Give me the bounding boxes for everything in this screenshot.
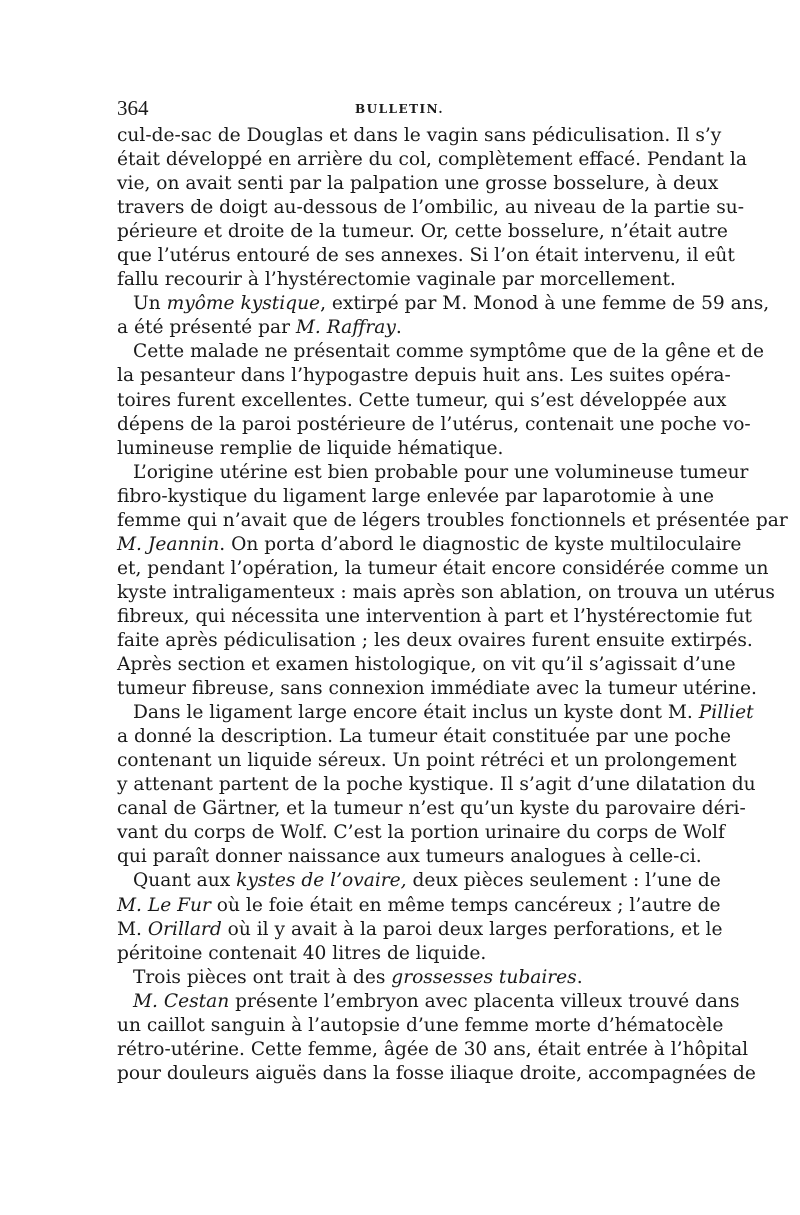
text-line xyxy=(117,605,753,629)
text-line xyxy=(117,461,749,485)
text-segment: où le foie était en même temps cancéreux ; l’autre de xyxy=(210,894,721,916)
text-segment: . On porta d’abord le diagnostic de kyste multiloculaire xyxy=(219,533,742,555)
text-segment: péritoine contenait 40 litres de liquide. xyxy=(117,942,487,964)
text-line xyxy=(117,124,722,148)
text-segment: fibreux, qui nécessita une intervention à part et l’hystérectomie fut xyxy=(117,605,753,627)
page-number: 364 xyxy=(117,96,149,120)
text-segment: Trois pièces ont trait à des xyxy=(133,966,392,988)
body-text xyxy=(117,124,788,1086)
text-segment: qui paraît donner naissance aux tumeurs analogues à celle-ci. xyxy=(117,846,702,868)
text-segment: que l’utérus entouré de ses annexes. Si l’on était intervenu, il eût xyxy=(117,245,735,267)
text-segment: tumeur fibreuse, sans connexion immédiate avec la tumeur utérine. xyxy=(117,678,757,700)
text-line xyxy=(117,389,727,413)
text-segment: a donné la description. La tumeur était constituée par une poche xyxy=(117,726,732,748)
italic-text: M. Jeannin xyxy=(117,533,220,555)
text-line xyxy=(117,148,747,172)
text-line xyxy=(117,268,697,292)
text-line xyxy=(117,894,721,918)
text-line xyxy=(117,581,775,605)
text-line xyxy=(117,653,736,677)
text-segment: Cette malade ne présentait comme symptôme que de la gêne et de xyxy=(133,341,764,363)
text-segment: périeure et droite de la tumeur. Or, cette bosselure, n’était autre xyxy=(117,221,728,243)
text-segment: présente l’embryon avec placenta villeux trouvé dans xyxy=(229,990,740,1012)
text-line xyxy=(117,172,719,196)
italic-text: myôme kystique xyxy=(166,293,321,315)
text-line xyxy=(117,629,753,653)
text-line xyxy=(117,749,737,773)
text-line xyxy=(117,244,735,268)
text-segment: faite après pédiculisation ; les deux ovaires furent ensuite extirpés. xyxy=(117,629,753,651)
text-segment: pour douleurs aiguës dans la fosse iliaque droite, accompagnées de xyxy=(117,1062,756,1084)
text-segment: M. xyxy=(117,918,148,940)
text-line xyxy=(117,220,728,244)
text-line xyxy=(117,196,745,220)
text-segment: était développé en arrière du col, complètement effacé. Pendant la xyxy=(117,149,747,171)
page-header xyxy=(117,96,697,124)
text-segment: et, pendant l’opération, la tumeur était encore considérée comme un xyxy=(117,557,769,579)
text-line xyxy=(117,821,725,845)
text-segment: la pesanteur dans l’hypogastre depuis huit ans. Les suites opéra- xyxy=(117,365,731,387)
text-segment: cul-de-sac de Douglas et dans le vagin sans pédiculisation. Il s’y xyxy=(117,125,722,146)
text-segment: vant du corps de Wolf. C’est la portion urinaire du corps de Wolf xyxy=(117,822,725,844)
italic-text: M. Raffray xyxy=(295,317,396,339)
text-line xyxy=(117,340,764,364)
italic-text: grossesses tubaires xyxy=(391,966,577,988)
text-segment: femme qui n’avait que de légers troubles fonctionnels et présentée par xyxy=(117,509,788,531)
text-segment: kyste intraligamenteux : mais après son ablation, on trouva un utérus xyxy=(117,581,775,603)
italic-text: kystes de l’ovaire, xyxy=(236,870,407,892)
text-segment: deux pièces seulement : l’une de xyxy=(406,870,721,892)
text-line xyxy=(117,725,732,749)
text-segment: . xyxy=(395,317,402,339)
text-segment: vie, on avait senti par la palpation une grosse bosselure, à deux xyxy=(117,173,719,195)
text-segment: contenant un liquide séreux. Un point rétréci et un prolongement xyxy=(117,750,737,772)
text-segment: lumineuse remplie de liquide hématique. xyxy=(117,437,504,459)
text-segment: dépens de la paroi postérieure de l’utérus, contenait une poche vo- xyxy=(117,413,751,435)
text-segment: Un xyxy=(133,293,167,315)
text-line xyxy=(117,1038,749,1062)
text-line xyxy=(117,292,770,316)
text-segment: canal de Gärtner, et la tumeur n’est qu’un kyste du parovaire déri- xyxy=(117,798,746,820)
text-line xyxy=(117,918,723,942)
text-segment: rétro-utérine. Cette femme, âgée de 30 ans, était entrée à l’hôpital xyxy=(117,1038,749,1060)
text-segment: Quant aux xyxy=(133,870,237,892)
text-line xyxy=(117,316,697,340)
text-line xyxy=(117,869,721,893)
text-line xyxy=(117,990,740,1014)
text-segment: L’origine utérine est bien probable pour une volumineuse tumeur xyxy=(133,461,749,483)
text-line xyxy=(117,701,754,725)
text-segment: où il y avait à la paroi deux larges perforations, et le xyxy=(221,918,723,940)
text-segment: fibro-kystique du ligament large enlevée par laparotomie à une xyxy=(117,485,714,507)
text-segment: . xyxy=(576,966,583,988)
text-segment: Dans le ligament large encore était inclus un kyste dont M. xyxy=(133,702,699,724)
text-line xyxy=(117,773,756,797)
text-line xyxy=(117,413,751,437)
text-line xyxy=(117,533,742,557)
text-line xyxy=(117,797,746,821)
text-segment: y attenant partent de la poche kystique. Il s’agit d’une dilatation du xyxy=(117,774,756,796)
text-line xyxy=(117,557,769,581)
text-line xyxy=(117,509,788,533)
text-line xyxy=(117,845,702,869)
text-segment: fallu recourir à l’hystérectomie vaginale par morcellement. xyxy=(117,269,676,291)
text-line xyxy=(117,1014,724,1038)
italic-text: Orillard xyxy=(147,918,222,940)
running-title: BULLETIN. xyxy=(355,102,445,116)
text-line xyxy=(117,437,697,461)
italic-text: Pilliet xyxy=(698,702,754,724)
text-line xyxy=(117,966,697,990)
text-line xyxy=(117,364,731,388)
text-line xyxy=(117,942,697,966)
text-segment: a été présenté par xyxy=(117,317,296,339)
text-segment: , extirpé par M. Monod à une femme de 59 ans, xyxy=(320,293,770,315)
text-line xyxy=(117,485,714,509)
text-segment: toires furent excellentes. Cette tumeur, qui s’est développée aux xyxy=(117,389,727,411)
text-segment: un caillot sanguin à l’autopsie d’une femme morte d’hématocèle xyxy=(117,1014,724,1036)
italic-text: M. Le Fur xyxy=(117,894,211,916)
text-segment: Après section et examen histologique, on vit qu’il s’agissait d’une xyxy=(117,654,736,676)
text-line xyxy=(117,1062,756,1086)
italic-text: M. Cestan xyxy=(133,990,230,1012)
text-line xyxy=(117,677,757,701)
text-segment: travers de doigt au-dessous de l’ombilic, au niveau de la partie su- xyxy=(117,197,745,219)
